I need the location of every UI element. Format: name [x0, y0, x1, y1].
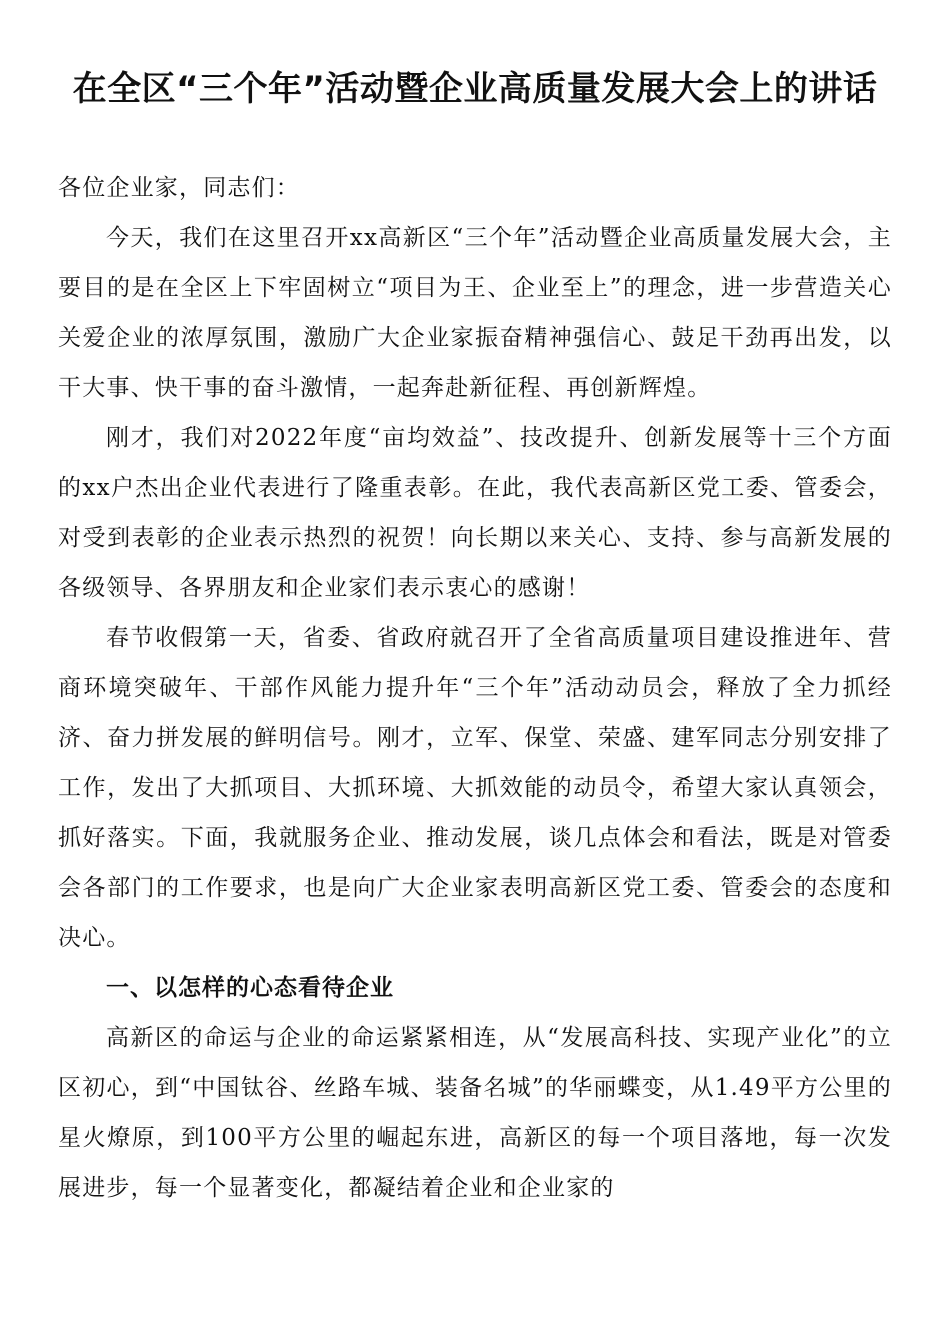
section-heading: 一、以怎样的心态看待企业 [106, 975, 394, 1001]
paragraph-opening: 今天，我们在这里召开xx高新区“三个年”活动暨企业高质量发展大会，主要目的是在全区上下牢固树立“项目为王、企业至上”的理念，进一步营造关心关爱企业的浓厚氛围，激励广大企业家振奋精神强信心、鼓足干劲再出发，以干大事、快干事的奋斗激情，一起奔赴新征程、再创新辉煌。 [58, 225, 892, 401]
document-title: 在全区“三个年”活动暨企业高质量发展大会上的讲话 [72, 69, 878, 109]
document-body [58, 163, 892, 1213]
paragraph-section-one: 高新区的命运与企业的命运紧紧相连，从“发展高科技、实现产业化”的立区初心，到“中国钛谷、丝路车城、装备名城”的华丽蝶变，从1.49平方公里的星火燎原，到100平方公里的崛起东进，高新区的每一个项目落地，每一次发展进步，每一个显著变化，都凝结着企业和企业家的 [58, 1025, 892, 1201]
salutation: 各位企业家，同志们： [58, 175, 300, 201]
paragraph-commendation: 刚才，我们对2022年度“亩均效益”、技改提升、创新发展等十三个方面的xx户杰出企业代表进行了隆重表彰。在此，我代表高新区党工委、管委会，对受到表彰的企业表示热烈的祝贺！向长期以来关心、支持、参与高新发展的各级领导、各界朋友和企业家们表示衷心的感谢！ [58, 425, 892, 601]
paragraph-mobilization: 春节收假第一天，省委、省政府就召开了全省高质量项目建设推进年、营商环境突破年、干部作风能力提升年“三个年”活动动员会，释放了全力抓经济、奋力拼发展的鲜明信号。刚才，立军、保堂、荣盛、建军同志分别安排了工作，发出了大抓项目、大抓环境、大抓效能的动员令，希望大家认真领会，抓好落实。下面，我就服务企业、推动发展，谈几点体会和看法，既是对管委会各部门的工作要求，也是向广大企业家表明高新区党工委、管委会的态度和决心。 [58, 625, 892, 951]
